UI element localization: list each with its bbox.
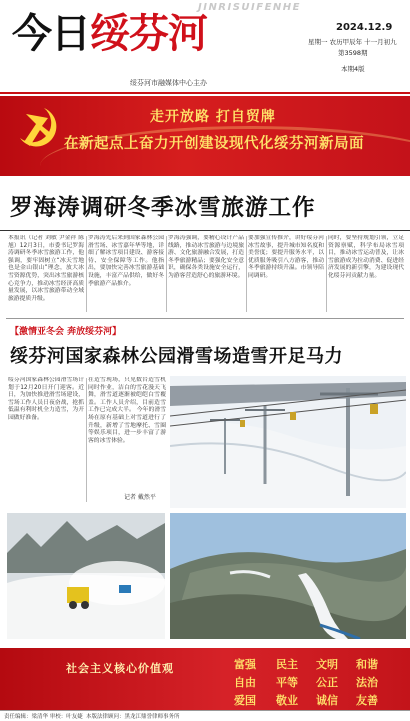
core-values-banner xyxy=(0,648,410,710)
value-item: 公正 xyxy=(316,676,338,689)
page-count: 本期4版 xyxy=(341,65,365,73)
story-column-2-para-1: 在造雪现场，只见数台造雪机同时作业，洁白的雪花漫天飞舞，滑雪道逐渐被皑皑白雪覆盖。工作人员介绍，目前造雪工作已完成大半。 xyxy=(88,377,166,414)
column-divider xyxy=(166,236,167,312)
value-item: 和谐 xyxy=(356,658,378,671)
lead-headline: 罗海涛调研冬季冰雪旅游工作 xyxy=(10,195,316,221)
masthead-title-part2: 绥芬河 xyxy=(90,11,207,57)
aerial-ski-resort-photo xyxy=(170,513,406,639)
value-item: 敬业 xyxy=(276,694,298,707)
issue-date: 2024.12.9 xyxy=(336,22,393,33)
column-divider xyxy=(326,236,327,312)
section-rule xyxy=(6,318,404,319)
banner-line-1: 走开放路 打自贸牌 xyxy=(150,109,276,125)
headline-rule xyxy=(0,230,410,231)
value-item: 诚信 xyxy=(316,694,338,707)
party-emblem-icon xyxy=(14,104,64,154)
publisher-line: 绥芬河市融媒体中心主办 xyxy=(130,79,207,87)
ski-lift-photo xyxy=(170,376,406,508)
masthead-title-part1: 今日 xyxy=(12,11,90,57)
lead-column-1: 本报讯（记者 刘敏 尹金祥 陈旭）12月3日，市委书记罗海涛调研冬季冰雪旅游工作，他强调，要牢固树立“冰天雪地也是金山银山”理念，放大冰雪资源优势，突出冰雪旅游核心竞争力，推动冰雪经济高质量发展，以冰雪旅游带动全域旅游提质升级。 xyxy=(8,235,84,302)
story-column-1: 绥芬河国家森林公园滑雪场计划于12月20日开门迎客。近日，为加快推进滑雪场建设，雪场工作人员日夜奋战，抢抓低温有利时机全力造雪，为开园做好准备。 xyxy=(8,377,84,421)
value-item: 友善 xyxy=(356,694,378,707)
masthead-rule xyxy=(0,92,410,94)
column-divider xyxy=(246,236,247,312)
column-divider xyxy=(86,236,87,312)
lead-column-4: 要加强宣传推介，讲好绥芬河冰雪故事，提升城市知名度和美誉度；要提升服务水平，以优质服务吸引八方游客，推动冬季旅游持续升温。市领导陪同调研。 xyxy=(248,235,324,279)
second-headline: 绥芬河国家森林公园滑雪场造雪开足马力 xyxy=(10,346,343,367)
lunar-date: 星期一 农历甲辰年 十一月初九 xyxy=(308,38,397,46)
value-item: 富强 xyxy=(234,658,256,671)
issue-number: 第3598期 xyxy=(338,49,368,57)
masthead-pinyin: JINRISUIFENHE xyxy=(198,2,302,13)
story-byline: 记者 戴然平 xyxy=(124,494,156,501)
story-column-2 xyxy=(88,377,166,487)
legal-counsel: 本版法律顾问：黑龙江鼎誉律师事务所 xyxy=(86,714,180,720)
value-item: 法治 xyxy=(356,676,378,689)
banner-line-2: 在新起点上奋力开创建设现代化绥芬河新局面 xyxy=(64,136,364,152)
lead-column-2: 罗海涛先后来到国家森林公园滑雪场、冰雪嘉年华等地，详细了解冰雪项目建设、游客接待、安全保障等工作。他指出，要加快完善冰雪旅游基础设施，丰富产品供给，做好冬季旅游产品推介。 xyxy=(88,235,164,287)
value-item: 自由 xyxy=(234,676,256,689)
lead-column-3: 罗海涛强调，要精心设计产品线路，推动冰雪旅游与边境旅游、文化旅游融合发展，打造冬季旅游精品；要强化安全意识，确保各类设施安全运行，为游客营造舒心的旅游环境。 xyxy=(168,235,244,279)
column-divider xyxy=(86,378,87,502)
story-column-2-para-2: 今年的滑雪场在原有基础上对雪道进行了升级，新增了雪地摩托、雪圈等娱乐项目，进一步丰富了游客的冰雪体验。 xyxy=(88,407,166,444)
core-values-title: 社会主义核心价值观 xyxy=(66,662,174,675)
editor-credit: 责任编辑：梁清华 审校：叶友婕 xyxy=(4,714,83,720)
value-item: 平等 xyxy=(276,676,298,689)
snow-making-photo xyxy=(7,513,165,639)
value-item: 民主 xyxy=(276,658,298,671)
masthead-title xyxy=(12,6,207,62)
story-kicker: 【激情亚冬会 奔放绥芬河】 xyxy=(10,327,122,337)
value-item: 爱国 xyxy=(234,694,256,707)
value-item: 文明 xyxy=(316,658,338,671)
lead-column-5: 同时，要坚持规划引领，立足资源禀赋，科学布局冰雪项目，推动冰雪运动普及，让冰雪旅游成为拉动消费、促进经济发展的新引擎，为建设现代化绥芬河贡献力量。 xyxy=(328,235,404,279)
